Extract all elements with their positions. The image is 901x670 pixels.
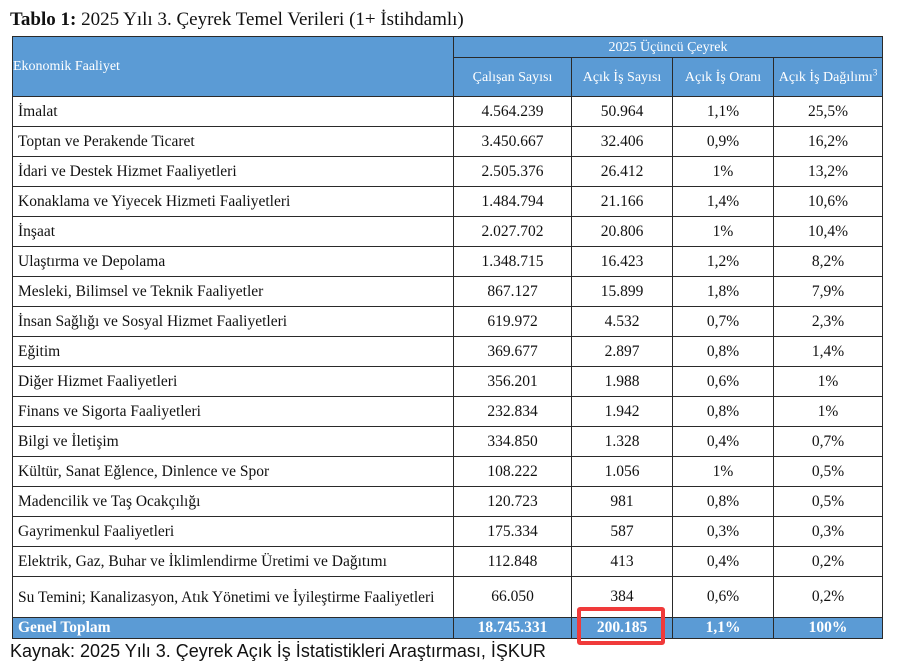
header-vacancy-share: Açık İş Dağılımı$^3$ — [774, 58, 883, 97]
row-vacancies: 32.406 — [572, 127, 673, 157]
row-vacancies: 20.806 — [572, 217, 673, 247]
table-row — [13, 97, 883, 127]
row-sector: İnsan Sağlığı ve Sosyal Hizmet Faaliyetleri — [13, 307, 454, 337]
table-row — [13, 307, 883, 337]
row-share: 13,2% — [774, 157, 883, 187]
table-row — [13, 277, 883, 307]
row-vacancies: 1.942 — [572, 397, 673, 427]
row-employees: 619.972 — [454, 307, 572, 337]
row-vacancies: 587 — [572, 517, 673, 547]
total-rate: 1,1% — [673, 618, 774, 639]
row-employees: 1.484.794 — [454, 187, 572, 217]
row-vacancies: 1.988 — [572, 367, 673, 397]
row-sector: Elektrik, Gaz, Buhar ve İklimlendirme Üretimi ve Dağıtımı — [13, 547, 454, 577]
row-sector: Su Temini; Kanalizasyon, Atık Yönetimi ve İyileştirme Faaliyetleri — [13, 577, 454, 618]
row-rate: 0,4% — [673, 547, 774, 577]
table-row — [13, 487, 883, 517]
header-quarter-group: 2025 Üçüncü Çeyrek — [454, 37, 883, 58]
row-sector: İdari ve Destek Hizmet Faaliyetleri — [13, 157, 454, 187]
row-share: 0,5% — [774, 487, 883, 517]
row-employees: 120.723 — [454, 487, 572, 517]
row-vacancies: 1.328 — [572, 427, 673, 457]
row-employees: 4.564.239 — [454, 97, 572, 127]
row-vacancies: 1.056 — [572, 457, 673, 487]
row-rate: 0,8% — [673, 337, 774, 367]
row-share: 0,2% — [774, 577, 883, 618]
source-note: Kaynak: 2025 Yılı 3. Çeyrek Açık İş İstatistikleri Araştırması, İŞKUR — [10, 641, 546, 661]
row-rate: 0,8% — [673, 487, 774, 517]
row-sector: Konaklama ve Yiyecek Hizmeti Faaliyetleri — [13, 187, 454, 217]
row-employees: 3.450.667 — [454, 127, 572, 157]
total-label: Genel Toplam — [13, 618, 454, 639]
row-sector: İnşaat — [13, 217, 454, 247]
row-sector: Diğer Hizmet Faaliyetleri — [13, 367, 454, 397]
total-row — [13, 618, 883, 639]
row-employees: 1.348.715 — [454, 247, 572, 277]
row-share: 7,9% — [774, 277, 883, 307]
table-title — [10, 8, 464, 32]
header-sector: Ekonomik Faaliyet — [13, 37, 454, 97]
table-row — [13, 547, 883, 577]
row-employees: 334.850 — [454, 427, 572, 457]
row-sector: Gayrimenkul Faaliyetleri — [13, 517, 454, 547]
table-row — [13, 577, 883, 618]
highlight-box — [577, 607, 665, 645]
row-rate: 1% — [673, 217, 774, 247]
row-share: 8,2% — [774, 247, 883, 277]
table-body — [13, 97, 883, 618]
row-vacancies: 26.412 — [572, 157, 673, 187]
row-sector: Finans ve Sigorta Faaliyetleri — [13, 397, 454, 427]
row-vacancies: 384 — [572, 577, 673, 618]
total-share: 100% — [774, 618, 883, 639]
table-title-text: 2025 Yılı 3. Çeyrek Temel Verileri (1+ İstihdamlı) — [81, 9, 464, 30]
row-vacancies: 16.423 — [572, 247, 673, 277]
table-row — [13, 427, 883, 457]
footnote-marker: 3 — [872, 66, 878, 77]
row-rate: 0,6% — [673, 367, 774, 397]
header-employees: Çalışan Sayısı — [454, 58, 572, 97]
table-row — [13, 127, 883, 157]
table-row — [13, 517, 883, 547]
row-employees: 2.027.702 — [454, 217, 572, 247]
row-vacancies: 21.166 — [572, 187, 673, 217]
row-share: 1% — [774, 367, 883, 397]
row-sector: Toptan ve Perakende Ticaret — [13, 127, 454, 157]
row-vacancies: 50.964 — [572, 97, 673, 127]
row-rate: 0,8% — [673, 397, 774, 427]
row-employees: 108.222 — [454, 457, 572, 487]
table-row — [13, 157, 883, 187]
total-vacancies: 200.185 — [572, 618, 673, 639]
header-vacancies: Açık İş Sayısı — [572, 58, 673, 97]
row-share: 25,5% — [774, 97, 883, 127]
row-share: 1,4% — [774, 337, 883, 367]
table-row — [13, 367, 883, 397]
table-row — [13, 217, 883, 247]
row-sector: Eğitim — [13, 337, 454, 367]
row-sector: Kültür, Sanat Eğlence, Dinlence ve Spor — [13, 457, 454, 487]
row-vacancies: 981 — [572, 487, 673, 517]
row-rate: 0,3% — [673, 517, 774, 547]
table-row — [13, 337, 883, 367]
row-rate: 1,8% — [673, 277, 774, 307]
row-vacancies: 2.897 — [572, 337, 673, 367]
row-rate: 0,4% — [673, 427, 774, 457]
row-sector: İmalat — [13, 97, 454, 127]
header-vacancy-rate: Açık İş Oranı — [673, 58, 774, 97]
row-employees: 66.050 — [454, 577, 572, 618]
row-rate: 0,6% — [673, 577, 774, 618]
row-share: 1% — [774, 397, 883, 427]
row-share: 10,4% — [774, 217, 883, 247]
table-row — [13, 247, 883, 277]
table-row — [13, 187, 883, 217]
table-row — [13, 457, 883, 487]
row-rate: 0,9% — [673, 127, 774, 157]
row-rate: 1% — [673, 157, 774, 187]
row-sector: Bilgi ve İletişim — [13, 427, 454, 457]
row-employees: 232.834 — [454, 397, 572, 427]
row-employees: 356.201 — [454, 367, 572, 397]
table-title-label: Tablo 1: — [10, 9, 77, 30]
row-vacancies: 4.532 — [572, 307, 673, 337]
table-row — [13, 397, 883, 427]
row-share: 0,2% — [774, 547, 883, 577]
row-employees: 369.677 — [454, 337, 572, 367]
row-vacancies: 15.899 — [572, 277, 673, 307]
row-employees: 867.127 — [454, 277, 572, 307]
total-employees: 18.745.331 — [454, 618, 572, 639]
row-employees: 112.848 — [454, 547, 572, 577]
row-share: 0,3% — [774, 517, 883, 547]
row-share: 0,7% — [774, 427, 883, 457]
vacancy-table — [12, 36, 883, 639]
row-rate: 1,1% — [673, 97, 774, 127]
row-share: 0,5% — [774, 457, 883, 487]
row-share: 2,3% — [774, 307, 883, 337]
row-rate: 1% — [673, 457, 774, 487]
row-sector: Mesleki, Bilimsel ve Teknik Faaliyetler — [13, 277, 454, 307]
row-share: 16,2% — [774, 127, 883, 157]
row-rate: 1,4% — [673, 187, 774, 217]
row-vacancies: 413 — [572, 547, 673, 577]
row-sector: Ulaştırma ve Depolama — [13, 247, 454, 277]
row-employees: 2.505.376 — [454, 157, 572, 187]
row-rate: 0,7% — [673, 307, 774, 337]
row-sector: Madencilik ve Taş Ocakçılığı — [13, 487, 454, 517]
row-rate: 1,2% — [673, 247, 774, 277]
row-share: 10,6% — [774, 187, 883, 217]
row-employees: 175.334 — [454, 517, 572, 547]
